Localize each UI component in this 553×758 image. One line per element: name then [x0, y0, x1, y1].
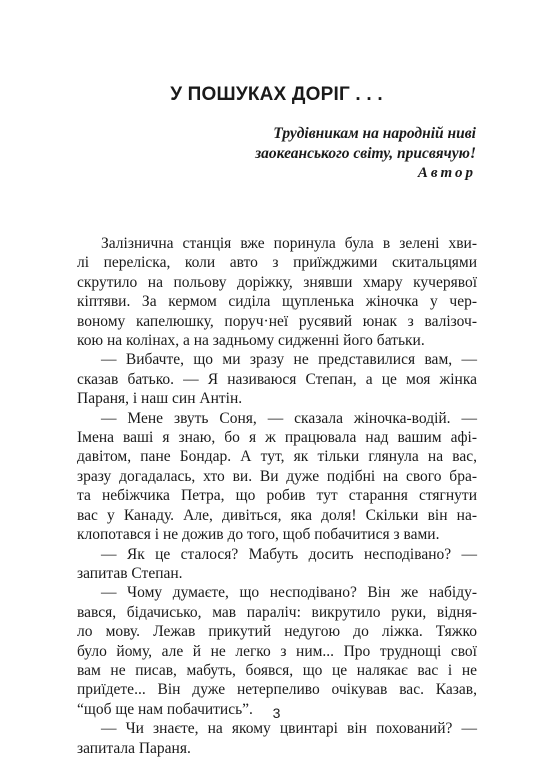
- text-line: скрутило на польову доріжку, знявши хмару кучерявої: [77, 273, 477, 291]
- text-line: — Мене звуть Соня, — сказала жіночка-водій. —: [101, 409, 477, 427]
- dedication-line: Трудівникам на народній ниві: [273, 125, 476, 142]
- text-line: ло мову. Лежав прикутий недугою до ліжка. Тяжко: [77, 623, 477, 641]
- text-line: вас у Канаду. Але, дивіться, яка доля! Скільки він на-: [77, 506, 477, 524]
- author-signature: Автор: [417, 165, 476, 181]
- text-line: “щоб ще нам побачитись”.: [77, 700, 253, 718]
- text-line: сказав батько. — Я називаюся Степан, а це моя жінка: [77, 370, 477, 388]
- paragraph: [77, 719, 477, 758]
- text-line: запитав Степан.: [77, 564, 183, 582]
- text-line: та небіжчика Петра, що робив тут старання стягнути: [77, 487, 477, 505]
- text-line: було йому, але й не легко з ним... Про труднощі свої: [77, 642, 477, 660]
- text-line: — Чому думаєте, що несподівано? Він же набіду-: [101, 584, 477, 602]
- text-line: — Як це сталося? Мабуть досить несподівано? —: [101, 545, 477, 563]
- paragraph: [77, 409, 477, 545]
- text-line: зразу догадалась, хто ви. Ви дуже подібні на свого бра-: [77, 467, 477, 485]
- paragraph: [77, 583, 477, 719]
- text-line: запитала Параня.: [77, 739, 191, 757]
- text-line: лі переліска, коли авто з приїжджими скитальцями: [77, 254, 477, 272]
- dedication-line: заокеанського світу, присвячую!: [255, 145, 476, 162]
- page-number: 3: [272, 705, 281, 721]
- text-line: воному капелюшку, поруч·неї русявий юнак з валізоч-: [77, 312, 477, 330]
- paragraph: [77, 350, 477, 408]
- text-line: Імена ваші я знаю, бо я ж працювала над вашим афі-: [77, 429, 477, 447]
- paragraph: [77, 545, 477, 584]
- body-text: [77, 234, 477, 758]
- text-line: Параня, і наш син Антін.: [77, 390, 243, 408]
- text-line: Залізнична станція вже поринула була в зелені хви-: [101, 235, 477, 252]
- text-line: — Вибачте, що ми зразу не представилися вам, —: [101, 351, 477, 369]
- text-line: — Чи знаєте, на якому цвинтарі він похований? —: [101, 720, 477, 738]
- text-line: клопотався і не дожив до того, щоб побачитися з вами.: [77, 526, 440, 544]
- chapter-title: У ПОШУКАХ ДОРІГ . . .: [170, 84, 383, 105]
- paragraph: [77, 234, 477, 350]
- text-line: вам не писав, мабуть, боявся, що це налякає вас і не: [77, 661, 477, 679]
- text-line: приїдете... Він дуже нетерпеливо очікував вас. Казав,: [77, 681, 477, 699]
- text-line: давітом, пане Бондар. А тут, як тільки глянула на вас,: [77, 448, 477, 466]
- text-line: вався, бідачисько, мав параліч: викрутило руки, відня-: [77, 603, 477, 621]
- dedication: [255, 124, 476, 164]
- text-line: кою на колінах, а на задньому сидженні його батьки.: [77, 332, 425, 350]
- text-line: кіптяви. За кермом сиділа щупленька жіночка у чер-: [77, 293, 477, 311]
